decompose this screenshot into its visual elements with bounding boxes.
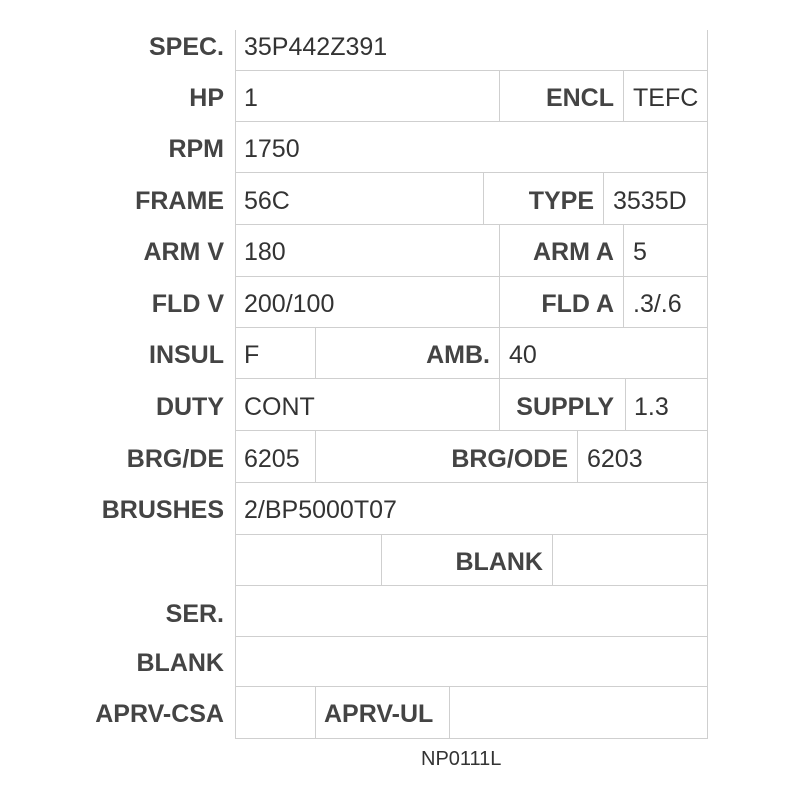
column-divider [449,686,450,738]
row-divider [235,636,708,637]
brushes-value: 2/BP5000T07 [244,496,397,524]
supply-value: 1.3 [634,393,669,421]
blank-label: BLANK [136,649,224,677]
fld-v-label: FLD V [151,290,224,318]
column-divider [235,30,236,738]
row-divider [235,378,708,379]
blank-center-label: BLANK [455,548,543,576]
column-divider [707,30,708,738]
row-divider [235,686,708,687]
brg-de-value: 6205 [244,445,300,473]
column-divider [499,378,500,430]
type-value: 3535D [613,187,687,215]
column-divider [483,172,484,224]
type-label: TYPE [528,187,594,215]
spec-label: SPEC. [148,33,224,61]
column-divider [499,224,500,327]
brushes-label: BRUSHES [101,496,224,524]
column-divider [315,430,316,482]
amb-label: AMB. [426,341,490,369]
brg-ode-value: 6203 [587,445,643,473]
aprv-csa-label: APRV-CSA [95,700,224,728]
column-divider [623,224,624,327]
brg-de-label: BRG/DE [126,445,224,473]
row-divider [235,534,708,535]
arm-v-label: ARM V [143,238,224,266]
frame-label: FRAME [135,187,224,215]
row-divider [235,585,708,586]
column-divider [552,534,553,585]
arm-a-value: 5 [633,238,647,266]
fld-a-label: FLD A [541,290,614,318]
duty-label: DUTY [155,393,224,421]
fld-a-value: .3/.6 [633,290,682,318]
encl-value: TEFC [633,84,699,112]
column-divider [381,534,382,585]
arm-a-label: ARM A [532,238,614,266]
spec-value: 35P442Z391 [244,33,388,61]
nameplate-code: NP0111L [421,748,502,770]
row-divider [235,172,708,173]
insul-value: F [244,341,260,369]
amb-value: 40 [509,341,537,369]
rpm-label: RPM [168,135,224,163]
column-divider [623,70,624,121]
hp-label: HP [189,84,224,112]
frame-value: 56C [244,187,290,215]
fld-v-value: 200/100 [244,290,335,318]
row-divider [235,121,708,122]
insul-label: INSUL [149,341,224,369]
row-divider [235,70,708,71]
hp-value: 1 [244,84,258,112]
row-divider [235,430,708,431]
column-divider [625,378,626,430]
arm-v-value: 180 [244,238,286,266]
row-divider [235,482,708,483]
row-divider [235,224,708,225]
row-divider [235,276,708,277]
row-divider [235,738,708,739]
column-divider [499,70,500,121]
column-divider [577,430,578,482]
column-divider [315,327,316,378]
rpm-value: 1750 [244,135,300,163]
brg-ode-label: BRG/ODE [451,445,568,473]
aprv-ul-label: APRV-UL [324,700,434,728]
encl-label: ENCL [545,84,614,112]
column-divider [315,686,316,738]
column-divider [603,172,604,224]
duty-value: CONT [244,393,315,421]
supply-label: SUPPLY [516,393,614,421]
row-divider [235,327,708,328]
column-divider [499,327,500,378]
ser-label: SER. [165,600,224,628]
